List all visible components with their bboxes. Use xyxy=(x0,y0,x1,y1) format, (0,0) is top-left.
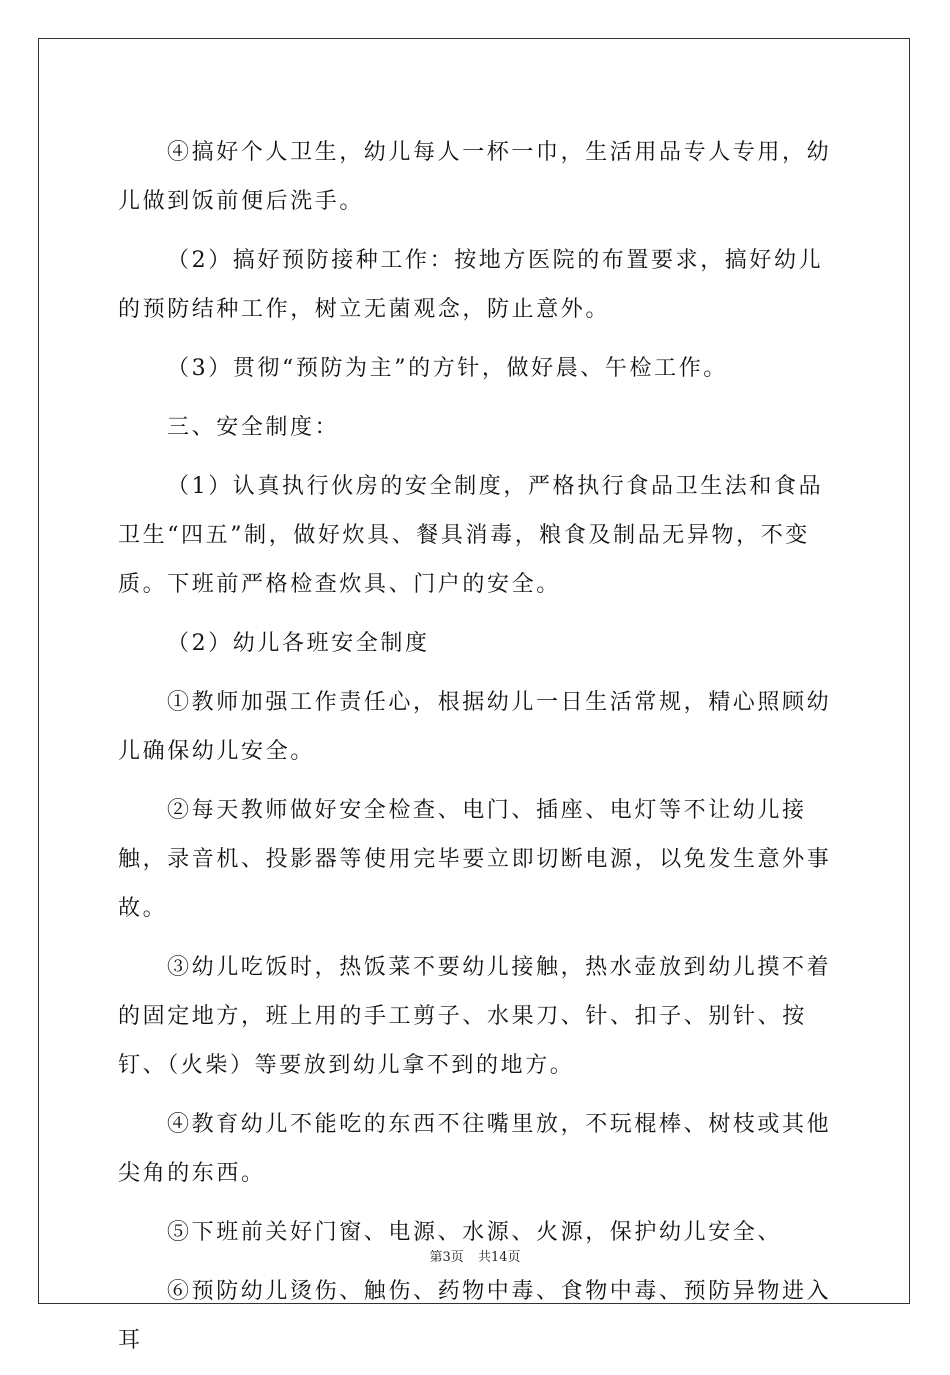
paragraph-5: （1）认真执行伙房的安全制度，严格执行食品卫生法和食品卫生“四五”制，做好炊具、餐具消毒，粮食及制品无异物，不变质。下班前严格检查炊具、门户的安全。 xyxy=(118,474,824,597)
paragraph-3: （3）贯彻“预防为主”的方针，做好晨、午检工作。 xyxy=(167,356,728,381)
paragraph-2: （2）搞好预防接种工作：按地方医院的布置要求，搞好幼儿的预防结种工作，树立无菌观念，防止意外。 xyxy=(118,248,824,322)
paragraph-1: ④搞好个人卫生，幼儿每人一杯一巾，生活用品专人专用，幼儿做到饭前便后洗手。 xyxy=(118,140,832,214)
paragraph-10: ④教育幼儿不能吃的东西不往嘴里放，不玩棍棒、树枝或其他尖角的东西。 xyxy=(118,1112,832,1186)
page-footer xyxy=(0,1246,950,1265)
paragraph-9: ③幼儿吃饭时，热饭菜不要幼儿接触，热水壶放到幼儿摸不着的固定地方，班上用的手工剪子、水果刀、针、扣子、别针、按钉、（火柴）等要放到幼儿拿不到的地方。 xyxy=(118,955,832,1078)
paragraph-8: ②每天教师做好安全检查、电门、插座、电灯等不让幼儿接触，录音机、投影器等使用完毕要立即切断电源，以免发生意外事故。 xyxy=(118,798,832,921)
document-body xyxy=(118,128,838,1375)
section-heading-safety: 三、安全制度： xyxy=(167,415,340,440)
page-number-current: 第3页 xyxy=(429,1250,464,1265)
page-number-total: 共14页 xyxy=(477,1250,521,1265)
paragraph-12: ⑥预防幼儿烫伤、触伤、药物中毒、食物中毒、预防异物进入耳 xyxy=(118,1279,832,1353)
paragraph-7: ①教师加强工作责任心，根据幼儿一日生活常规，精心照顾幼儿确保幼儿安全。 xyxy=(118,690,832,764)
paragraph-11: ⑤下班前关好门窗、电源、水源、火源，保护幼儿安全、 xyxy=(167,1220,783,1245)
paragraph-6: （2）幼儿各班安全制度 xyxy=(167,631,430,656)
